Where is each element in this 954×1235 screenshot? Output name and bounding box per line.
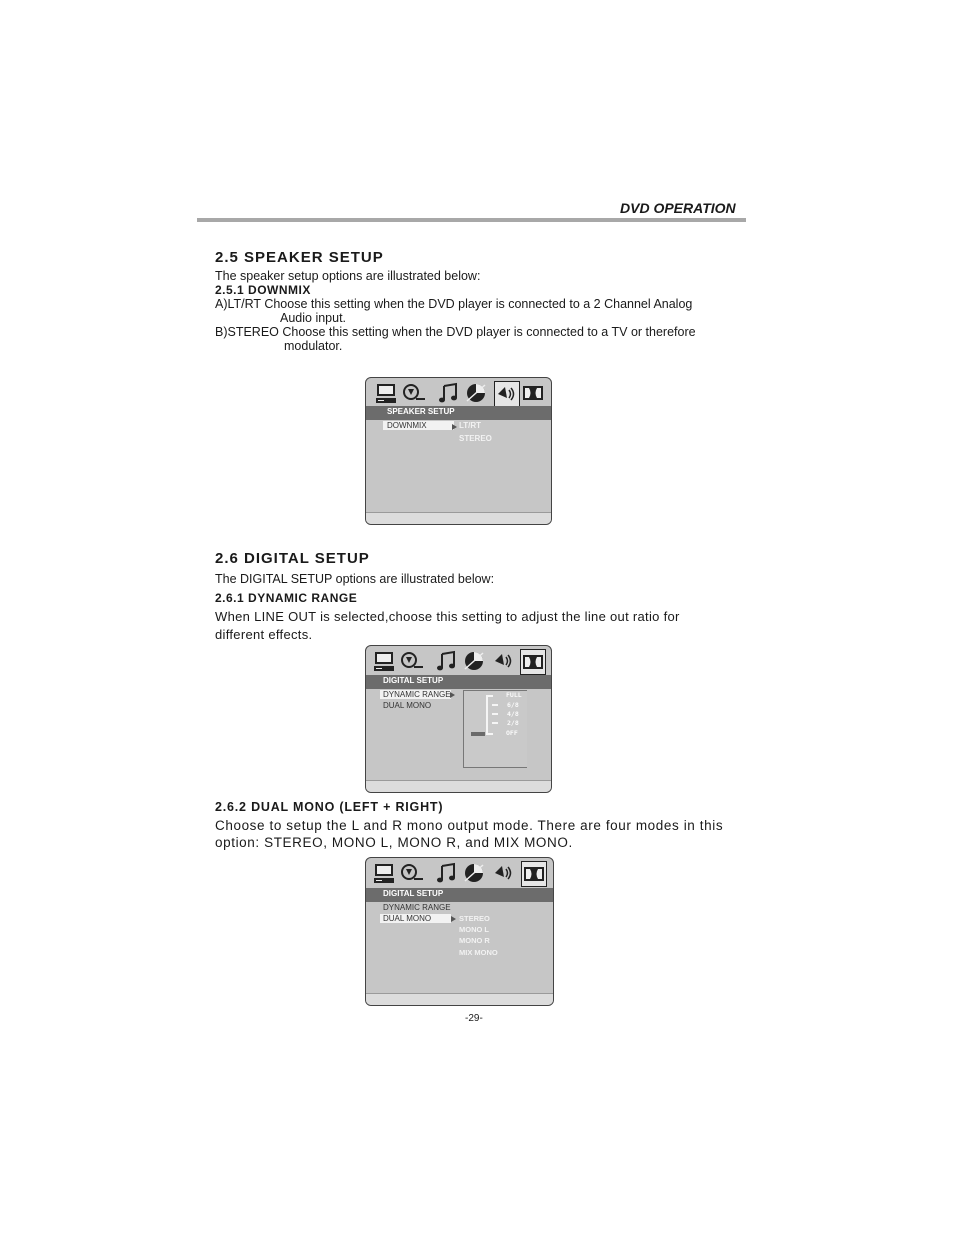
subsection-2-5-1-title: 2.5.1 DOWNMIX — [215, 283, 311, 297]
menu-item-dual-mono[interactable]: DUAL MONO — [383, 701, 432, 710]
monitor-icon — [372, 649, 396, 673]
arrow-right-icon — [450, 692, 455, 698]
dual-mono-line2: option: STEREO, MONO L, MONO R, and MIX MONO. — [215, 835, 573, 850]
level-4-8[interactable]: 4/8 — [507, 710, 519, 718]
option-mono-l[interactable]: MONO L — [459, 925, 489, 934]
osd-icon-row — [366, 378, 551, 408]
page-header-title: DVD OPERATION — [620, 200, 736, 216]
downmix-a-line2: Audio input. — [280, 311, 347, 325]
option-mix-mono[interactable]: MIX MONO — [459, 948, 498, 957]
arrow-right-icon — [451, 916, 456, 922]
monitor-icon — [374, 381, 398, 405]
speaker-volume-icon — [492, 861, 516, 885]
digital-setup-osd-dynamic-range — [365, 645, 552, 793]
speaker-person-icon — [400, 861, 424, 885]
subsection-2-6-1-title: 2.6.1 DYNAMIC RANGE — [215, 591, 358, 605]
option-stereo[interactable]: STEREO — [459, 914, 490, 923]
level-off[interactable]: OFF — [506, 729, 518, 737]
slider-thumb[interactable] — [471, 732, 485, 736]
header-rule — [197, 218, 746, 222]
dynamic-range-slider-panel[interactable] — [463, 690, 527, 768]
section-2-5-title: 2.5 SPEAKER SETUP — [215, 249, 384, 266]
osd-title: DIGITAL SETUP — [383, 676, 444, 685]
half-circle-icon — [464, 381, 488, 405]
dual-mono-line1: Choose to setup the L and R mono output mode. There are four modes in this — [215, 818, 724, 833]
slider-track — [486, 695, 488, 735]
osd-title-bar — [366, 888, 553, 902]
digital-setup-osd-dual-mono — [365, 857, 554, 1006]
dolby-icon — [521, 861, 547, 887]
menu-item-dual-mono[interactable]: DUAL MONO — [380, 914, 451, 923]
speaker-volume-icon — [492, 649, 516, 673]
section-2-6-intro: The DIGITAL SETUP options are illustrated below: — [215, 572, 495, 586]
speaker-person-icon — [402, 381, 426, 405]
music-note-icon — [434, 861, 458, 885]
level-full[interactable]: FULL — [506, 691, 522, 699]
osd-title-bar — [366, 675, 551, 689]
monitor-icon — [372, 861, 396, 885]
menu-item-dynamic-range[interactable]: DYNAMIC RANGE — [380, 690, 451, 699]
downmix-b-line1: B)STEREO Choose this setting when the DVD player is connected to a TV or therefore — [215, 325, 696, 339]
section-2-6-title: 2.6 DIGITAL SETUP — [215, 550, 370, 567]
dynamic-range-line2: different effects. — [215, 627, 313, 642]
osd-footer — [366, 780, 551, 792]
osd-icon-row — [366, 858, 553, 888]
level-2-8[interactable]: 2/8 — [507, 719, 519, 727]
speaker-setup-osd — [365, 377, 552, 525]
option-stereo[interactable]: STEREO — [459, 434, 492, 443]
dolby-icon — [521, 381, 545, 405]
option-mono-r[interactable]: MONO R — [459, 936, 490, 945]
half-circle-icon — [462, 649, 486, 673]
dynamic-range-line1: When LINE OUT is selected,choose this setting to adjust the line out ratio for — [215, 609, 680, 624]
option-lt-rt[interactable]: LT/RT — [459, 421, 482, 430]
subsection-2-6-2-title: 2.6.2 DUAL MONO (LEFT + RIGHT) — [215, 800, 444, 814]
osd-footer — [366, 512, 551, 524]
speaker-volume-icon — [494, 381, 520, 407]
osd-footer — [366, 993, 553, 1005]
osd-title: DIGITAL SETUP — [383, 889, 444, 898]
downmix-a-line1: A)LT/RT Choose this setting when the DVD player is connected to a 2 Channel Analog — [215, 297, 693, 311]
osd-title: SPEAKER SETUP — [387, 407, 455, 416]
osd-title-bar — [366, 406, 551, 420]
speaker-person-icon — [400, 649, 424, 673]
menu-item-dynamic-range[interactable]: DYNAMIC RANGE — [383, 903, 451, 912]
music-note-icon — [434, 649, 458, 673]
half-circle-icon — [462, 861, 486, 885]
dolby-icon — [520, 649, 546, 675]
downmix-b-line2: modulator. — [284, 339, 343, 353]
music-note-icon — [436, 381, 460, 405]
arrow-right-icon — [452, 424, 457, 430]
page-number: -29- — [465, 1013, 483, 1024]
section-2-5-intro: The speaker setup options are illustrated below: — [215, 269, 481, 283]
level-6-8[interactable]: 6/8 — [507, 701, 519, 709]
osd-icon-row — [366, 646, 551, 676]
menu-item-downmix[interactable]: DOWNMIX — [383, 421, 454, 430]
